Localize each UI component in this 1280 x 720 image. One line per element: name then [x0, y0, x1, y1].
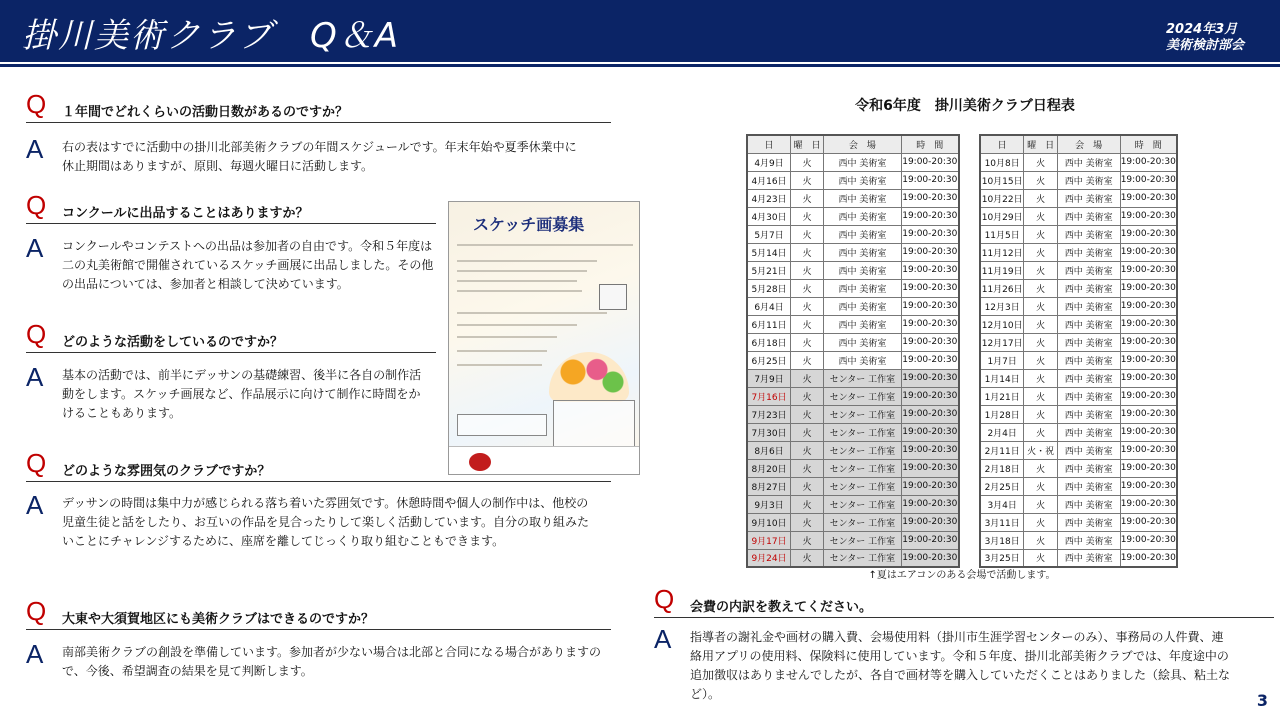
table-row [980, 225, 1177, 243]
table-row [747, 333, 959, 351]
table-row [980, 351, 1177, 369]
day-cell: 火 [791, 531, 824, 549]
a-mark: A [26, 639, 44, 669]
venue-cell: 西中 美術室 [824, 297, 901, 315]
time-cell: 19:00-20:30 [901, 153, 959, 171]
a-mark: A [26, 134, 44, 164]
column-header: 会 場 [1057, 135, 1120, 153]
day-cell: 火 [1024, 189, 1057, 207]
date-cell: 7月9日 [747, 369, 791, 387]
a-mark: A [26, 233, 44, 263]
time-cell: 19:00-20:30 [901, 441, 959, 459]
question-text: どのような活動をしているのですか？ [62, 335, 284, 350]
time-cell: 19:00-20:30 [901, 459, 959, 477]
answer-text: 右の表はすでに活動中の掛川北部美術クラブの年間スケジュールです。年末年始や夏季休業中に休止期間はありますが、原則、毎週火曜日に活動します。 [62, 140, 577, 173]
day-cell: 火 [1024, 261, 1057, 279]
time-cell: 19:00-20:30 [1120, 207, 1177, 225]
department-line: 美術検討部会 [1165, 38, 1244, 53]
time-cell: 19:00-20:30 [901, 495, 959, 513]
date-cell: 6月25日 [747, 351, 791, 369]
poster-text-line [457, 364, 542, 366]
schedule-table-right [979, 134, 1178, 568]
date-cell: 9月24日 [747, 549, 791, 567]
venue-cell: 西中 美術室 [1057, 153, 1120, 171]
time-cell: 19:00-20:30 [901, 423, 959, 441]
schedule-note: ↑夏はエアコンのある会場で活動します。 [868, 570, 1056, 581]
page-number: 3 [1256, 691, 1268, 710]
time-cell: 19:00-20:30 [901, 369, 959, 387]
date-cell: 10月22日 [980, 189, 1024, 207]
time-cell: 19:00-20:30 [901, 333, 959, 351]
table-row [747, 261, 959, 279]
time-cell: 19:00-20:30 [1120, 153, 1177, 171]
children-illustration [549, 352, 629, 402]
date-cell: 12月10日 [980, 315, 1024, 333]
venue-cell: 西中 美術室 [824, 171, 901, 189]
day-cell: 火 [791, 513, 824, 531]
day-cell: 火 [791, 423, 824, 441]
date-cell: 1月7日 [980, 351, 1024, 369]
time-cell: 19:00-20:30 [1120, 351, 1177, 369]
day-cell: 火・祝 [1024, 441, 1057, 459]
date-cell: 9月3日 [747, 495, 791, 513]
time-cell: 19:00-20:30 [901, 351, 959, 369]
table-row [980, 531, 1177, 549]
time-cell: 19:00-20:30 [1120, 189, 1177, 207]
column-header: 時 間 [1120, 135, 1177, 153]
time-cell: 19:00-20:30 [1120, 171, 1177, 189]
poster-footer [449, 446, 639, 474]
venue-cell: 西中 美術室 [1057, 297, 1120, 315]
time-cell: 19:00-20:30 [1120, 315, 1177, 333]
venue-cell: センター 工作室 [824, 531, 901, 549]
table-row [980, 243, 1177, 261]
venue-cell: 西中 美術室 [1057, 441, 1120, 459]
date-cell: 10月8日 [980, 153, 1024, 171]
poster-info-box [457, 414, 547, 436]
table-row [747, 441, 959, 459]
column-header: 時 間 [901, 135, 959, 153]
date-cell: 3月18日 [980, 531, 1024, 549]
venue-cell: 西中 美術室 [824, 351, 901, 369]
day-cell: 火 [1024, 333, 1057, 351]
date-cell: 4月23日 [747, 189, 791, 207]
question-3 [26, 319, 436, 353]
day-cell: 火 [791, 477, 824, 495]
time-cell: 19:00-20:30 [1120, 333, 1177, 351]
column-header: 日 [980, 135, 1024, 153]
table-row [980, 513, 1177, 531]
q-mark: Q [26, 596, 47, 626]
day-cell: 火 [1024, 351, 1057, 369]
day-cell: 火 [791, 171, 824, 189]
day-cell: 火 [791, 495, 824, 513]
table-row [980, 495, 1177, 513]
table-row [980, 315, 1177, 333]
date-cell: 12月3日 [980, 297, 1024, 315]
time-cell: 19:00-20:30 [1120, 225, 1177, 243]
q-mark: Q [26, 190, 47, 220]
venue-cell: 西中 美術室 [1057, 531, 1120, 549]
poster-text-line [457, 312, 607, 314]
question-2 [26, 190, 436, 224]
date-cell: 3月4日 [980, 495, 1024, 513]
time-cell: 19:00-20:30 [1120, 423, 1177, 441]
date-cell: 5月7日 [747, 225, 791, 243]
day-cell: 火 [791, 279, 824, 297]
day-cell: 火 [1024, 549, 1057, 567]
poster-text-line [457, 324, 577, 326]
time-cell: 19:00-20:30 [901, 225, 959, 243]
time-cell: 19:00-20:30 [1120, 405, 1177, 423]
q-mark: Q [26, 448, 47, 478]
day-cell: 火 [1024, 459, 1057, 477]
time-cell: 19:00-20:30 [1120, 531, 1177, 549]
column-header: 会 場 [824, 135, 901, 153]
venue-cell: 西中 美術室 [1057, 189, 1120, 207]
answer-text: コンクールやコンテストへの出品は参加者の自由です。令和５年度は二の丸美術館で開催されているスケッチ画展に出品しました。その他の出品については、参加者と相談して決めています。 [62, 239, 434, 291]
day-cell: 火 [791, 315, 824, 333]
table-row [747, 189, 959, 207]
table-row [980, 477, 1177, 495]
table-row [980, 207, 1177, 225]
table-row [980, 189, 1177, 207]
day-cell: 火 [1024, 477, 1057, 495]
date-cell: 7月30日 [747, 423, 791, 441]
table-row [980, 261, 1177, 279]
venue-cell: 西中 美術室 [1057, 351, 1120, 369]
column-header: 曜 日 [1024, 135, 1057, 153]
venue-cell: 西中 美術室 [824, 207, 901, 225]
date-line: 2024年3月 [1165, 22, 1238, 37]
day-cell: 火 [791, 153, 824, 171]
day-cell: 火 [791, 459, 824, 477]
question-text: 大東や大須賀地区にも美術クラブはできるのですか？ [62, 612, 375, 627]
day-cell: 火 [791, 405, 824, 423]
a-mark: A [654, 624, 672, 654]
time-cell: 19:00-20:30 [901, 315, 959, 333]
time-cell: 19:00-20:30 [901, 477, 959, 495]
date-cell: 2月4日 [980, 423, 1024, 441]
table-row [747, 351, 959, 369]
table-row [747, 225, 959, 243]
header-bar [0, 0, 1280, 62]
day-cell: 火 [1024, 405, 1057, 423]
question-5 [26, 596, 611, 630]
table-row [747, 315, 959, 333]
venue-cell: 西中 美術室 [824, 333, 901, 351]
venue-cell: 西中 美術室 [1057, 207, 1120, 225]
table-row [747, 207, 959, 225]
venue-cell: 西中 美術室 [824, 261, 901, 279]
table-row [747, 513, 959, 531]
day-cell: 火 [791, 297, 824, 315]
museum-logo-icon [469, 453, 491, 471]
time-cell: 19:00-20:30 [1120, 477, 1177, 495]
table-row [980, 549, 1177, 567]
date-cell: 11月19日 [980, 261, 1024, 279]
date-cell: 3月11日 [980, 513, 1024, 531]
venue-cell: 西中 美術室 [1057, 513, 1120, 531]
day-cell: 火 [1024, 171, 1057, 189]
table-row [980, 279, 1177, 297]
date-cell: 5月28日 [747, 279, 791, 297]
sketch-poster-image [448, 201, 640, 475]
day-cell: 火 [791, 261, 824, 279]
date-cell: 7月16日 [747, 387, 791, 405]
date-cell: 11月12日 [980, 243, 1024, 261]
table-row [747, 297, 959, 315]
time-cell: 19:00-20:30 [901, 531, 959, 549]
time-cell: 19:00-20:30 [1120, 369, 1177, 387]
table-row [980, 153, 1177, 171]
date-cell: 7月23日 [747, 405, 791, 423]
venue-cell: 西中 美術室 [824, 225, 901, 243]
venue-cell: センター 工作室 [824, 441, 901, 459]
table-row [747, 549, 959, 567]
table-row [747, 279, 959, 297]
venue-cell: 西中 美術室 [1057, 495, 1120, 513]
table-row [980, 333, 1177, 351]
date-cell: 6月4日 [747, 297, 791, 315]
time-cell: 19:00-20:30 [901, 405, 959, 423]
answer-text: 指導者の謝礼金や画材の購入費、会場使用料（掛川市生涯学習センターのみ）、事務局の人件費、連絡用アプリの使用料、保険料に使用しています。令和５年度、掛川北部美術クラブでは、年度途中の追加徴収はありませんでしたが、各自で画材等を購入していただくことはありました（絵具、粘土など）。 [690, 630, 1231, 701]
venue-cell: センター 工作室 [824, 495, 901, 513]
date-cell: 6月18日 [747, 333, 791, 351]
venue-cell: 西中 美術室 [824, 189, 901, 207]
table-row [747, 531, 959, 549]
poster-text-line [457, 260, 597, 262]
day-cell: 火 [791, 441, 824, 459]
venue-cell: センター 工作室 [824, 477, 901, 495]
schedule-table-left [746, 134, 960, 568]
venue-cell: センター 工作室 [824, 459, 901, 477]
date-cell: 8月27日 [747, 477, 791, 495]
table-row [980, 405, 1177, 423]
day-cell: 火 [791, 369, 824, 387]
time-cell: 19:00-20:30 [1120, 279, 1177, 297]
time-cell: 19:00-20:30 [1120, 459, 1177, 477]
answer-text: 南部美術クラブの創設を準備しています。参加者が少ない場合は北部と合同になる場合がありますので、今後、希望調査の結果を見て判断します。 [62, 645, 602, 678]
time-cell: 19:00-20:30 [901, 297, 959, 315]
time-cell: 19:00-20:30 [901, 171, 959, 189]
table-row [747, 153, 959, 171]
venue-cell: センター 工作室 [824, 387, 901, 405]
day-cell: 火 [1024, 207, 1057, 225]
venue-cell: 西中 美術室 [1057, 225, 1120, 243]
time-cell: 19:00-20:30 [901, 279, 959, 297]
time-cell: 19:00-20:30 [1120, 387, 1177, 405]
table-row [980, 369, 1177, 387]
question-text: １年間でどれくらいの活動日数があるのですか？ [62, 105, 349, 120]
table-row [747, 243, 959, 261]
table-row [980, 459, 1177, 477]
time-cell: 19:00-20:30 [1120, 297, 1177, 315]
venue-cell: 西中 美術室 [1057, 459, 1120, 477]
page-title: 掛川美術クラブ Q＆A [22, 16, 401, 56]
table-row [747, 477, 959, 495]
date-cell: 6月11日 [747, 315, 791, 333]
date-cell: 8月20日 [747, 459, 791, 477]
a-mark: A [26, 362, 44, 392]
date-cell: 10月29日 [980, 207, 1024, 225]
venue-cell: 西中 美術室 [1057, 261, 1120, 279]
day-cell: 火 [791, 549, 824, 567]
a-mark: A [26, 490, 44, 520]
day-cell: 火 [791, 207, 824, 225]
date-cell: 11月26日 [980, 279, 1024, 297]
time-cell: 19:00-20:30 [901, 513, 959, 531]
day-cell: 火 [1024, 387, 1057, 405]
table-row [980, 441, 1177, 459]
day-cell: 火 [1024, 297, 1057, 315]
venue-cell: 西中 美術室 [1057, 279, 1120, 297]
venue-cell: 西中 美術室 [1057, 333, 1120, 351]
day-cell: 火 [791, 333, 824, 351]
day-cell: 火 [1024, 225, 1057, 243]
question-6 [654, 584, 1274, 618]
time-cell: 19:00-20:30 [1120, 513, 1177, 531]
day-cell: 火 [1024, 243, 1057, 261]
table-row [747, 171, 959, 189]
date-cell: 12月17日 [980, 333, 1024, 351]
poster-text-line [457, 350, 547, 352]
day-cell: 火 [791, 387, 824, 405]
venue-cell: センター 工作室 [824, 513, 901, 531]
date-cell: 1月28日 [980, 405, 1024, 423]
venue-cell: 西中 美術室 [1057, 369, 1120, 387]
time-cell: 19:00-20:30 [901, 243, 959, 261]
date-cell: 9月17日 [747, 531, 791, 549]
date-cell: 3月25日 [980, 549, 1024, 567]
venue-cell: 西中 美術室 [824, 315, 901, 333]
day-cell: 火 [1024, 513, 1057, 531]
table-row [747, 459, 959, 477]
day-cell: 火 [1024, 369, 1057, 387]
day-cell: 火 [791, 243, 824, 261]
date-cell: 2月25日 [980, 477, 1024, 495]
castle-drawing-icon [599, 284, 627, 310]
question-text: 会費の内訳を教えてください。 [690, 600, 873, 615]
answer-text: 基本の活動では、前半にデッサンの基礎練習、後半に各自の制作活動をします。スケッチ画展など、作品展示に向けて制作に時間をかけることもあります。 [62, 368, 422, 420]
schedule-title: 令和6年度 掛川美術クラブ日程表 [855, 98, 1075, 114]
date-cell: 5月21日 [747, 261, 791, 279]
table-row [980, 423, 1177, 441]
date-cell: 8月6日 [747, 441, 791, 459]
date-cell: 5月14日 [747, 243, 791, 261]
venue-cell: 西中 美術室 [1057, 315, 1120, 333]
date-cell: 10月15日 [980, 171, 1024, 189]
venue-cell: 西中 美術室 [1057, 243, 1120, 261]
time-cell: 19:00-20:30 [1120, 243, 1177, 261]
time-cell: 19:00-20:30 [901, 207, 959, 225]
poster-text-line [457, 290, 582, 292]
date-cell: 4月9日 [747, 153, 791, 171]
venue-cell: 西中 美術室 [1057, 387, 1120, 405]
table-row [980, 171, 1177, 189]
time-cell: 19:00-20:30 [901, 261, 959, 279]
venue-cell: センター 工作室 [824, 369, 901, 387]
day-cell: 火 [1024, 531, 1057, 549]
time-cell: 19:00-20:30 [901, 387, 959, 405]
poster-text-line [457, 280, 577, 282]
time-cell: 19:00-20:30 [1120, 441, 1177, 459]
table-row [747, 423, 959, 441]
question-text: どのような雰囲気のクラブですか？ [62, 464, 271, 479]
time-cell: 19:00-20:30 [1120, 495, 1177, 513]
day-cell: 火 [791, 351, 824, 369]
venue-cell: 西中 美術室 [824, 243, 901, 261]
venue-cell: 西中 美術室 [1057, 477, 1120, 495]
time-cell: 19:00-20:30 [901, 549, 959, 567]
venue-cell: 西中 美術室 [1057, 405, 1120, 423]
day-cell: 火 [1024, 279, 1057, 297]
q-mark: Q [26, 89, 47, 119]
table-row [980, 297, 1177, 315]
answer-text: デッサンの時間は集中力が感じられる落ち着いた雰囲気です。休憩時間や個人の制作中は、他校の児童生徒と話をしたり、お互いの作品を見合ったりして楽しく活動しています。自分の取り組みたいことにチャレンジするために、座席を離してじっくり取り組むこともできます。 [62, 496, 590, 548]
poster-text-line [457, 336, 557, 338]
column-header: 曜 日 [791, 135, 824, 153]
date-cell: 1月14日 [980, 369, 1024, 387]
venue-cell: センター 工作室 [824, 423, 901, 441]
time-cell: 19:00-20:30 [901, 189, 959, 207]
day-cell: 火 [1024, 315, 1057, 333]
venue-cell: 西中 美術室 [1057, 549, 1120, 567]
q-mark: Q [26, 319, 47, 349]
date-cell: 2月11日 [980, 441, 1024, 459]
day-cell: 火 [791, 189, 824, 207]
poster-title: スケッチ画募集 [473, 215, 585, 234]
table-row [747, 387, 959, 405]
time-cell: 19:00-20:30 [1120, 261, 1177, 279]
day-cell: 火 [1024, 153, 1057, 171]
day-cell: 火 [1024, 495, 1057, 513]
date-cell: 1月21日 [980, 387, 1024, 405]
header-divider [0, 64, 1280, 67]
poster-text-line [457, 270, 587, 272]
table-row [747, 405, 959, 423]
day-cell: 火 [791, 225, 824, 243]
date-block [1166, 22, 1244, 54]
date-cell: 2月18日 [980, 459, 1024, 477]
table-row [747, 369, 959, 387]
date-cell: 4月16日 [747, 171, 791, 189]
venue-cell: 西中 美術室 [1057, 423, 1120, 441]
poster-text-line [457, 244, 633, 246]
time-cell: 19:00-20:30 [1120, 549, 1177, 567]
venue-cell: センター 工作室 [824, 549, 901, 567]
table-row [747, 495, 959, 513]
date-cell: 9月10日 [747, 513, 791, 531]
day-cell: 火 [1024, 423, 1057, 441]
question-1 [26, 89, 611, 123]
question-text: コンクールに出品することはありますか？ [62, 206, 309, 221]
venue-cell: 西中 美術室 [824, 153, 901, 171]
date-cell: 4月30日 [747, 207, 791, 225]
venue-cell: 西中 美術室 [1057, 171, 1120, 189]
q-mark: Q [654, 584, 675, 614]
column-header: 日 [747, 135, 791, 153]
venue-cell: 西中 美術室 [824, 279, 901, 297]
date-cell: 11月5日 [980, 225, 1024, 243]
table-row [980, 387, 1177, 405]
venue-cell: センター 工作室 [824, 405, 901, 423]
